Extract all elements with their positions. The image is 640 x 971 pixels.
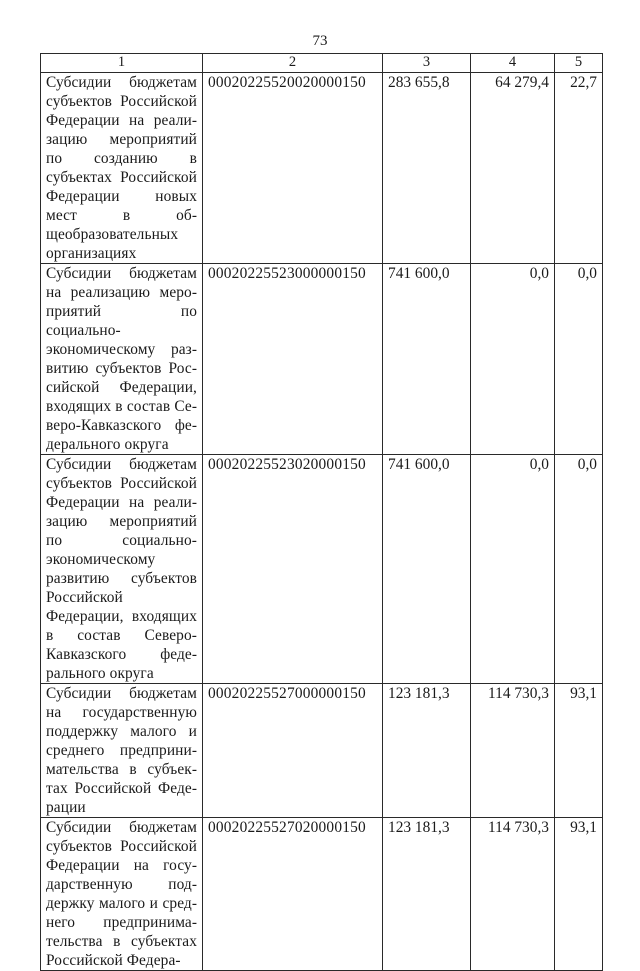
row-code: 00020225523020000150 bbox=[203, 455, 383, 684]
row-name: Субсидии бюджетам на реализацию мероприятий по социально-экономическому развитию субъектов Российской Федерации, входящих в состав Северо-Кавказского федерального округа bbox=[41, 264, 203, 455]
row-value-col5: 93,1 bbox=[555, 818, 603, 971]
column-header-2: 2 bbox=[203, 54, 383, 73]
row-value-col3: 283 655,8 bbox=[383, 73, 471, 264]
table-row bbox=[41, 264, 603, 455]
table-row bbox=[41, 818, 603, 971]
row-code: 00020225527000000150 bbox=[203, 684, 383, 818]
row-name: Субсидии бюджетам субъектов Российской Федерации на реализацию мероприятий по социально-экономическому развитию субъектов Российской Федерации, входящих в состав Северо-Кавказского федерального округа bbox=[41, 455, 203, 684]
row-value-col4: 0,0 bbox=[471, 264, 555, 455]
row-code: 00020225523000000150 bbox=[203, 264, 383, 455]
row-value-col5: 93,1 bbox=[555, 684, 603, 818]
row-name: Субсидии бюджетам субъектов Российской Федерации на реализацию мероприятий по созданию в субъектах Российской Федерации новых мест в общеобразовательных организациях bbox=[41, 73, 203, 264]
column-number-row bbox=[41, 54, 603, 73]
row-value-col3: 741 600,0 bbox=[383, 455, 471, 684]
row-name: Субсидии бюджетам на государственную поддержку малого и среднего предпринимательства в субъектах Российской Федерации bbox=[41, 684, 203, 818]
row-value-col5: 0,0 bbox=[555, 264, 603, 455]
row-name: Субсидии бюджетам субъектов Российской Федерации на государственную поддержку малого и среднего предпринимательства в субъектах Российской Федера- bbox=[41, 818, 203, 971]
page-number: 73 bbox=[312, 33, 328, 49]
row-code: 00020225527020000150 bbox=[203, 818, 383, 971]
table-row bbox=[41, 455, 603, 684]
budget-table bbox=[40, 53, 603, 971]
table-row bbox=[41, 684, 603, 818]
table-row bbox=[41, 73, 603, 264]
row-value-col5: 0,0 bbox=[555, 455, 603, 684]
row-value-col3: 741 600,0 bbox=[383, 264, 471, 455]
row-value-col4: 114 730,3 bbox=[471, 684, 555, 818]
column-header-1: 1 bbox=[41, 54, 203, 73]
column-header-3: 3 bbox=[383, 54, 471, 73]
column-header-4: 4 bbox=[471, 54, 555, 73]
row-value-col3: 123 181,3 bbox=[383, 684, 471, 818]
row-value-col5: 22,7 bbox=[555, 73, 603, 264]
row-value-col3: 123 181,3 bbox=[383, 818, 471, 971]
row-value-col4: 114 730,3 bbox=[471, 818, 555, 971]
row-value-col4: 0,0 bbox=[471, 455, 555, 684]
row-code: 00020225520020000150 bbox=[203, 73, 383, 264]
row-value-col4: 64 279,4 bbox=[471, 73, 555, 264]
column-header-5: 5 bbox=[555, 54, 603, 73]
